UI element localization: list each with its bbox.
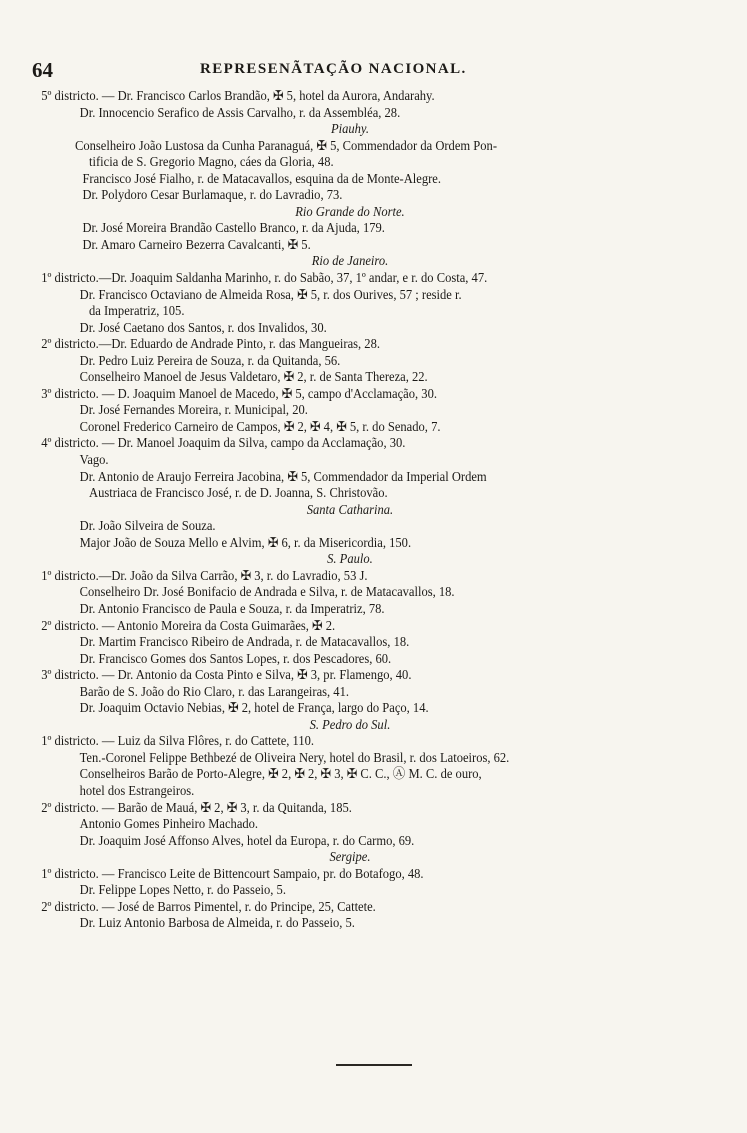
text-line: Conselheiro Manoel de Jesus Valdetaro, ✠ 2, r. de Santa Thereza, 22.	[79, 369, 428, 385]
text-line: Dr. Pedro Luiz Pereira de Souza, r. da Quitanda, 56.	[79, 352, 341, 368]
text-line: Dr. José Moreira Brandão Castello Branco, r. da Ajuda, 179.	[82, 220, 385, 236]
page-header	[0, 0, 747, 90]
section-heading: Santa Catharina.	[306, 501, 394, 517]
text-line: 2º districto.—Dr. Eduardo de Andrade Pinto, r. das Mangueiras, 28.	[41, 336, 380, 352]
text-line: Dr. Innocencio Serafico de Assis Carvalho, r. da Assembléa, 28.	[79, 104, 401, 120]
text-line: Dr. Luiz Antonio Barbosa de Almeida, r. do Passeio, 5.	[79, 915, 355, 931]
text-line: Dr. Antonio Francisco de Paula e Souza, r. da Imperatriz, 78.	[79, 600, 385, 616]
text-line: 1º districto.—Dr. João da Silva Carrão, ✠ 3, r. do Lavradio, 53 J.	[41, 567, 368, 583]
section-heading: S. Pedro do Sul.	[309, 716, 391, 732]
text-line: 2º districto. — José de Barros Pimentel, r. do Principe, 25, Cattete.	[41, 898, 376, 914]
text-line: 3º districto. — Dr. Antonio da Costa Pinto e Silva, ✠ 3, pr. Flamengo, 40.	[41, 667, 412, 683]
text-line: Dr. Amaro Carneiro Bezerra Cavalcanti, ✠ 5.	[82, 236, 311, 252]
text-line: 3º districto. — D. Joaquim Manoel de Macedo, ✠ 5, campo d'Acclamação, 30.	[41, 385, 437, 401]
text-line: 1º districto.—Dr. Joaquim Saldanha Marinho, r. do Sabão, 37, 1º andar, e r. do Costa, 47.	[41, 270, 488, 286]
text-line: 2º districto. — Barão de Mauá, ✠ 2, ✠ 3, r. da Quitanda, 185.	[41, 799, 352, 815]
text-line: Dr. João Silveira de Souza.	[79, 518, 216, 534]
text-line: Conselheiros Barão de Porto-Alegre, ✠ 2, ✠ 2, ✠ 3, ✠ C. C., Ⓐ M. C. de ouro,	[79, 766, 482, 782]
text-line: Antonio Gomes Pinheiro Machado.	[79, 816, 259, 832]
page-body	[0, 88, 747, 932]
text-line: 1º districto. — Francisco Leite de Bittencourt Sampaio, pr. do Botafogo, 48.	[41, 865, 424, 881]
text-line: Ten.-Coronel Felippe Bethbezé de Oliveira Nery, hotel do Brasil, r. dos Latoeiros, 62.	[79, 749, 510, 765]
text-line: Dr. Antonio de Araujo Ferreira Jacobina, ✠ 5, Commendador da Imperial Ordem	[79, 468, 487, 484]
running-title: REPRESENÃTAÇÃO NACIONAL.	[200, 61, 467, 77]
text-line: 4º districto. — Dr. Manoel Joaquim da Silva, campo da Acclamação, 30.	[41, 435, 406, 451]
text-line: Francisco José Fialho, r. de Matacavallos, esquina da de Monte-Alegre.	[82, 170, 441, 186]
section-heading: Sergipe.	[329, 849, 371, 865]
section-heading: S. Paulo.	[327, 551, 373, 567]
section-heading: Rio de Janeiro.	[311, 253, 389, 269]
text-line: Austriaca de Francisco José, r. de D. Joanna, S. Christovão.	[89, 485, 388, 501]
text-line: 1º districto. — Luiz da Silva Flôres, r. do Cattete, 110.	[41, 733, 315, 749]
section-heading: Piauhy.	[330, 121, 369, 137]
text-line: hotel dos Estrangeiros.	[79, 782, 195, 798]
text-line: 5º districto. — Dr. Francisco Carlos Brandão, ✠ 5, hotel da Aurora, Andarahy.	[41, 88, 435, 103]
text-line: tificia de S. Gregorio Magno, cáes da Gloria, 48.	[89, 154, 334, 170]
text-line: Dr. Francisco Gomes dos Santos Lopes, r. dos Pescadores, 60.	[79, 650, 392, 666]
text-line: Major João de Souza Mello e Alvim, ✠ 6, r. da Misericordia, 150.	[79, 534, 412, 550]
text-line: Dr. José Caetano dos Santos, r. dos Invalidos, 30.	[79, 319, 327, 335]
text-line: Dr. Polydoro Cesar Burlamaque, r. do Lavradio, 73.	[82, 187, 343, 203]
text-line: Conselheiro João Lustosa da Cunha Paranaguá, ✠ 5, Commendador da Ordem Pon-	[74, 137, 498, 153]
text-line: Dr. Francisco Octaviano de Almeida Rosa, ✠ 5, r. dos Ourives, 57 ; reside r.	[79, 286, 462, 302]
text-line: Barão de S. João do Rio Claro, r. das Larangeiras, 41.	[79, 683, 350, 699]
text-line: Dr. José Fernandes Moreira, r. Municipal, 20.	[79, 402, 308, 418]
text-line: Dr. Martim Francisco Ribeiro de Andrada, r. de Matacavallos, 18.	[79, 634, 410, 650]
closing-rule	[336, 1064, 412, 1066]
text-line: Conselheiro Dr. José Bonifacio de Andrada e Silva, r. de Matacavallos, 18.	[79, 584, 455, 600]
text-line: 2º districto. — Antonio Moreira da Costa Guimarães, ✠ 2.	[41, 617, 336, 633]
text-line: Vago.	[79, 452, 109, 468]
page-number: 64	[32, 58, 53, 82]
text-line: Dr. Joaquim Octavio Nebias, ✠ 2, hotel de França, largo do Paço, 14.	[79, 700, 429, 716]
text-line: da Imperatriz, 105.	[89, 303, 185, 319]
text-line: Dr. Felippe Lopes Netto, r. do Passeio, 5.	[79, 882, 286, 898]
text-line: Coronel Frederico Carneiro de Campos, ✠ 2, ✠ 4, ✠ 5, r. do Senado, 7.	[79, 418, 441, 434]
text-line: Dr. Joaquim José Affonso Alves, hotel da Europa, r. do Carmo, 69.	[79, 832, 415, 848]
section-heading: Rio Grande do Norte.	[295, 203, 405, 219]
